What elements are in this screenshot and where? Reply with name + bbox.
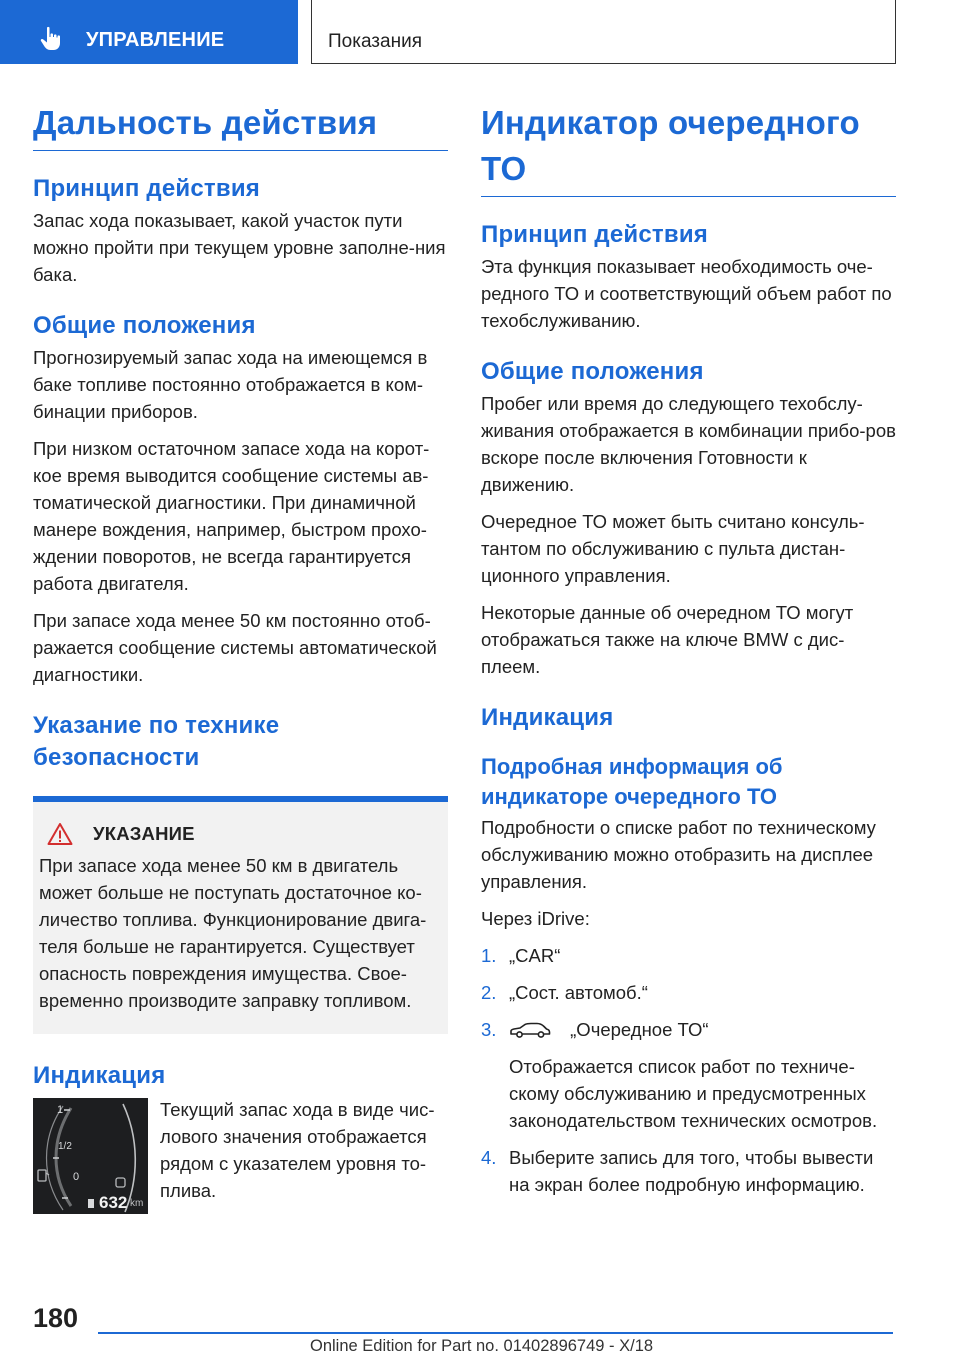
left-title: Дальность действия xyxy=(33,100,448,151)
header-section-tab xyxy=(0,0,298,64)
page-number: 180 xyxy=(33,1303,79,1333)
step-text: Выберите запись для того, чтобы вывести на экран более подробную информацию. xyxy=(509,1147,874,1195)
right-title: Индикатор очередного ТО xyxy=(481,100,896,197)
left-general-p3: При запасе хода менее 50 км постоянно отоб-ражается сообщение системы автоматической диагностики. xyxy=(33,610,437,685)
left-principle-text: Запас хода показывает, какой участок пути можно пройти при текущем уровне заполне-ния бака. xyxy=(33,210,446,285)
header-subsection-title: Показания xyxy=(328,31,422,52)
list-item xyxy=(481,979,896,1006)
left-general-p2: При низком остаточном запасе хода на корот-кое время выводится сообщение системы ав-томатической диагностики. При динамичной манере вождения, например, быстром прохо-ждении поворотов, не всегда гарантируется работа двигателя. xyxy=(33,438,430,594)
list-item xyxy=(481,942,896,969)
warning-title: УКАЗАНИЕ xyxy=(93,823,195,844)
left-principle-heading: Принцип действия xyxy=(33,175,260,202)
step-number: 1. xyxy=(481,945,497,966)
warning-text: При запасе хода менее 50 км в двигатель может больше не поступать достаточное ко-личество топлива. Функционирование двига-теля больше не гарантируется. Существует опасность повреждения имущества. Свое-временно производите заправку топливом. xyxy=(39,855,427,1011)
right-general-heading: Общие положения xyxy=(481,358,704,385)
step-text: „Сост. автомоб.“ xyxy=(509,982,648,1003)
left-general-heading: Общие положения xyxy=(33,312,256,339)
footer-edition: Online Edition for Part no. 01402896749 - X/18 xyxy=(310,1337,654,1355)
left-general-p1: Прогнозируемый запас хода на имеющемся в баке топливе постоянно отображается в ком-бинации приборов. xyxy=(33,347,428,422)
gauge-range-value: 632 xyxy=(99,1193,128,1212)
header-subsection-tab xyxy=(311,0,896,64)
gauge-range-unit: km xyxy=(130,1198,144,1209)
step-text: „Очередное ТО“ xyxy=(570,1019,709,1040)
right-general-p1: Пробег или время до следующего техобслу-живания отображается в комбинации прибо-ров вскоре после включения Готовности к движению. xyxy=(481,393,896,495)
right-general-p3: Некоторые данные об очередном ТО могут отображаться также на ключе BMW с дис-плеем. xyxy=(481,602,854,677)
list-item xyxy=(481,1144,896,1198)
left-indication-text: Текущий запас хода в виде чис-лового значения отображается рядом с указателем уровня то-плива. xyxy=(160,1099,435,1201)
right-indication-subheading: Подробная информация об индикаторе очередного ТО xyxy=(481,754,783,809)
header-section-title: УПРАВЛЕНИЕ xyxy=(86,29,225,51)
gauge-full-mark: 1 xyxy=(57,1104,64,1116)
fuel-gauge-drawing xyxy=(33,1098,148,1214)
right-principle-text: Эта функция показывает необходимость оче-редного ТО и соответствующий объем работ по техобслуживанию. xyxy=(481,256,892,331)
step-number: 3. xyxy=(481,1019,497,1040)
gauge-half-mark: 1/2 xyxy=(58,1141,72,1152)
right-indication-p1: Подробности о списке работ по техническому обслуживанию можно отобразить на дисплее управления. xyxy=(481,817,876,892)
gauge-empty-mark: 0 xyxy=(73,1171,80,1183)
right-general-p2: Очередное ТО может быть считано консуль-тантом по обслуживанию с пульта дистан-ционного управления. xyxy=(481,511,865,586)
car-service-icon xyxy=(509,1022,551,1038)
fuel-gauge-image xyxy=(33,1098,148,1214)
list-item xyxy=(481,1016,896,1134)
step-number: 2. xyxy=(481,982,497,1003)
warning-triangle-icon xyxy=(47,822,73,846)
left-indication-heading: Индикация xyxy=(33,1062,166,1089)
safety-heading: Указание по технике безопасности xyxy=(33,712,280,771)
hand-pointer-icon xyxy=(38,25,64,51)
right-indication-heading: Индикация xyxy=(481,704,614,731)
footer-divider xyxy=(98,1332,893,1334)
step-number: 4. xyxy=(481,1147,497,1168)
right-indication-p2: Через iDrive: xyxy=(481,908,590,929)
left-column xyxy=(33,100,448,1214)
right-principle-heading: Принцип действия xyxy=(481,221,708,248)
right-column xyxy=(481,100,896,1208)
indication-row xyxy=(33,1096,448,1212)
step-text: „CAR“ xyxy=(509,945,561,966)
idrive-steps-list xyxy=(481,942,896,1198)
step-subtext: Отображается список работ по техниче-скому обслуживанию и предусмотренных законодательством технических осмотров. xyxy=(509,1056,878,1131)
warning-box xyxy=(33,796,448,1034)
